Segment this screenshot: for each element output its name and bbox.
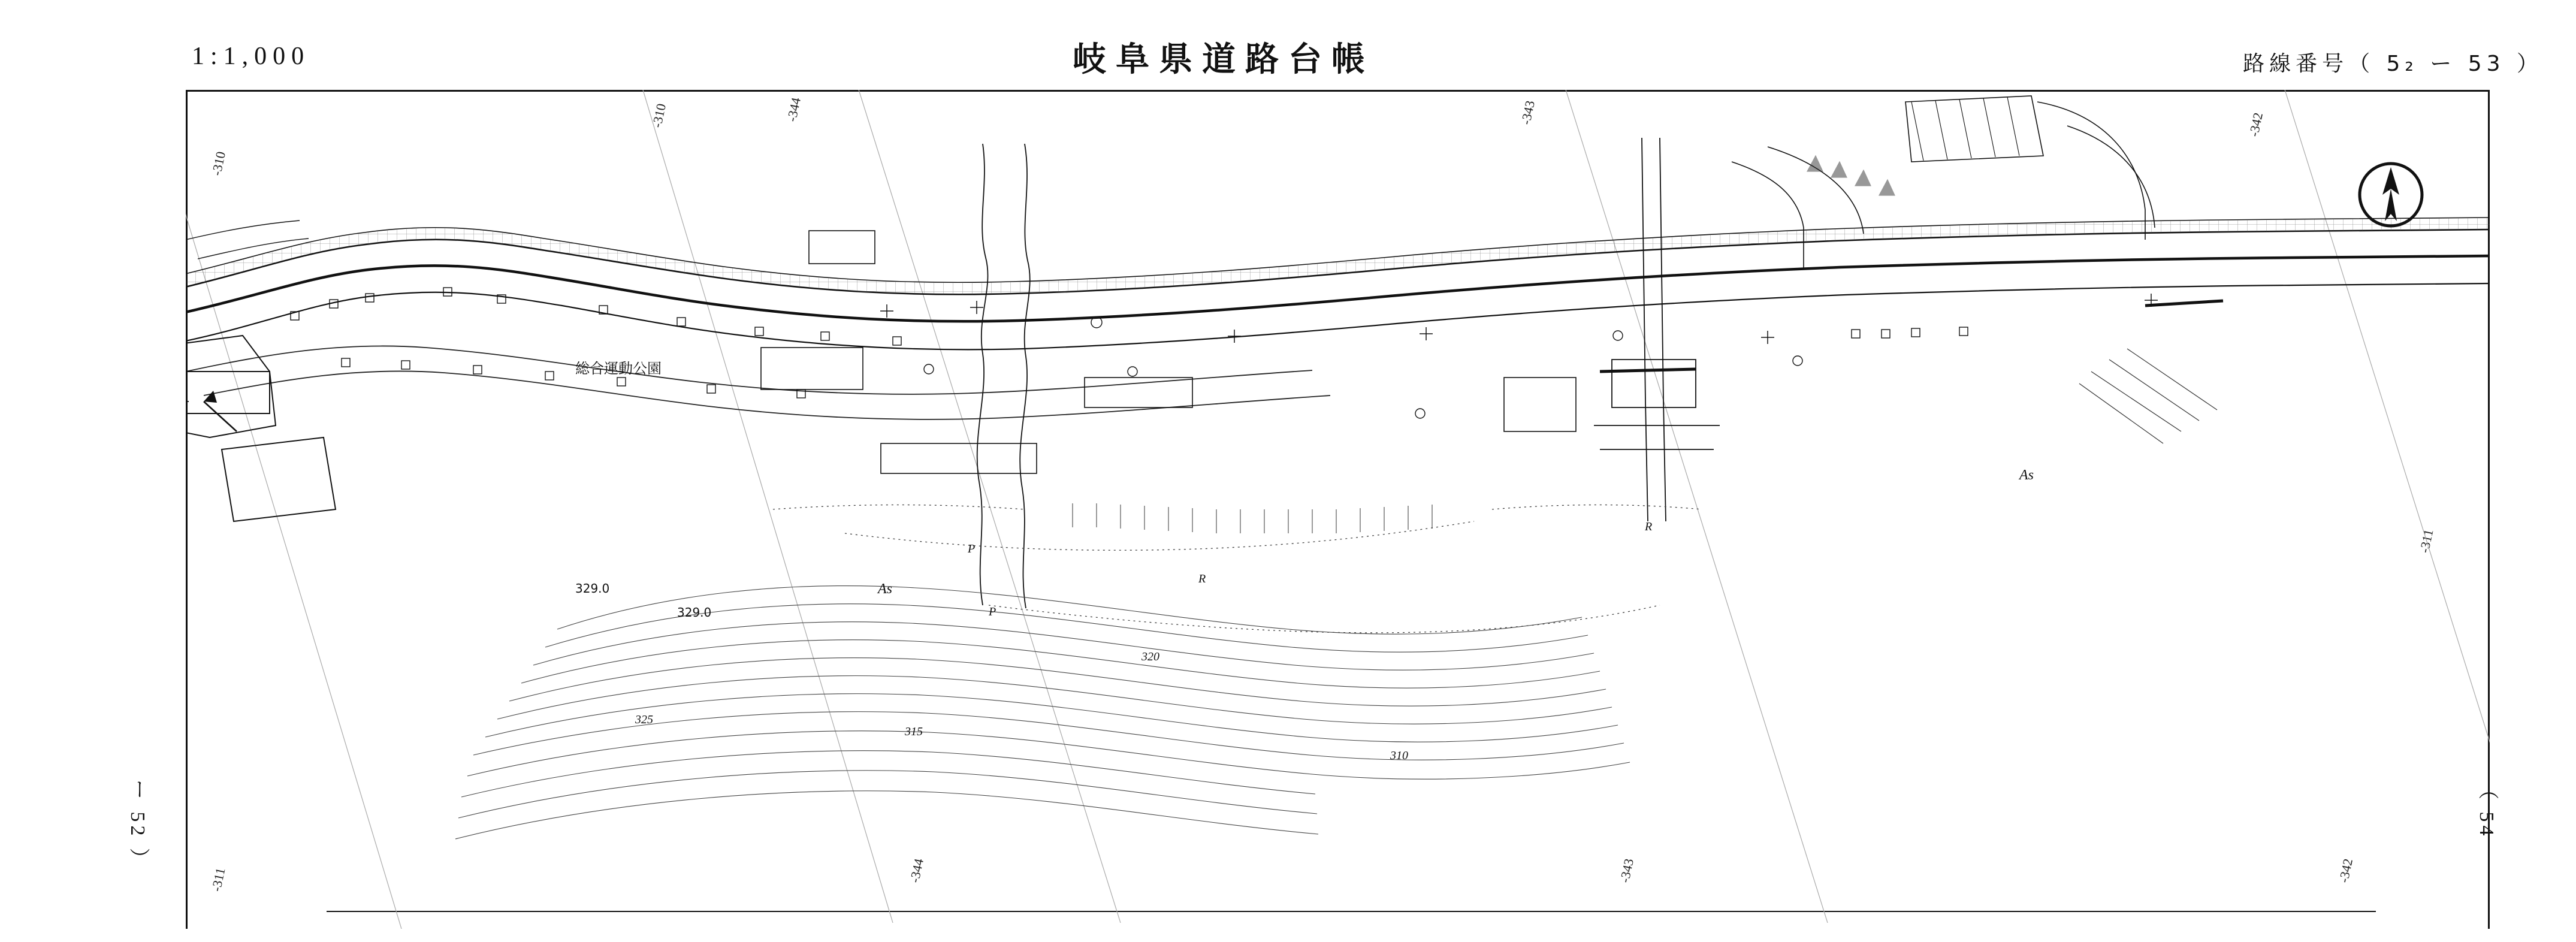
north-arrow-icon <box>2355 159 2427 231</box>
grid-tick-right-0: -311 <box>2416 527 2436 554</box>
grid-tick-top-3: -342 <box>2246 111 2266 138</box>
map-label-pavement-p-1: P <box>968 542 976 555</box>
page-marker-right: （ 54 <box>2475 779 2498 840</box>
spot-height-1: 329.0 <box>575 581 610 596</box>
spot-height-2: 329.0 <box>677 605 712 620</box>
contour-label-315: 315 <box>905 725 923 738</box>
map-label-pavement-as-2: As <box>2019 467 2034 483</box>
grid-tick-top-0: -310 <box>649 102 669 129</box>
grid-tick-bottom-1: -344 <box>907 857 927 884</box>
contour-label-310: 310 <box>1390 749 1408 762</box>
map-label-pavement-p-2: P <box>989 605 996 618</box>
grid-tick-bottom-2: -343 <box>1617 857 1637 884</box>
grid-tick-bottom-0: -311 <box>208 866 228 893</box>
map-label-pavement-r-2: R <box>1645 520 1653 533</box>
cadastral-map-drawing <box>186 90 2490 929</box>
page-marker-left: ー 52 ） <box>126 779 149 872</box>
map-label-park: 総合運動公園 <box>575 360 662 377</box>
scale-label: 1:1,000 <box>192 43 310 70</box>
contour-label-320: 320 <box>1141 650 1159 663</box>
map-label-pavement-as-1: As <box>878 581 892 597</box>
contour-label-325: 325 <box>635 713 653 726</box>
route-number-label: 路線番号（ 5₂ ー 53 ） <box>2243 52 2543 76</box>
grid-tick-bottom-3: -342 <box>2336 857 2356 884</box>
map-label-pavement-r-1: R <box>1198 572 1206 585</box>
grid-tick-left-0: -310 <box>209 150 229 177</box>
grid-tick-top-1: -344 <box>784 96 804 123</box>
grid-tick-top-2: -343 <box>1518 99 1538 126</box>
page-title: 岐阜県道路台帳 <box>1073 40 1375 79</box>
